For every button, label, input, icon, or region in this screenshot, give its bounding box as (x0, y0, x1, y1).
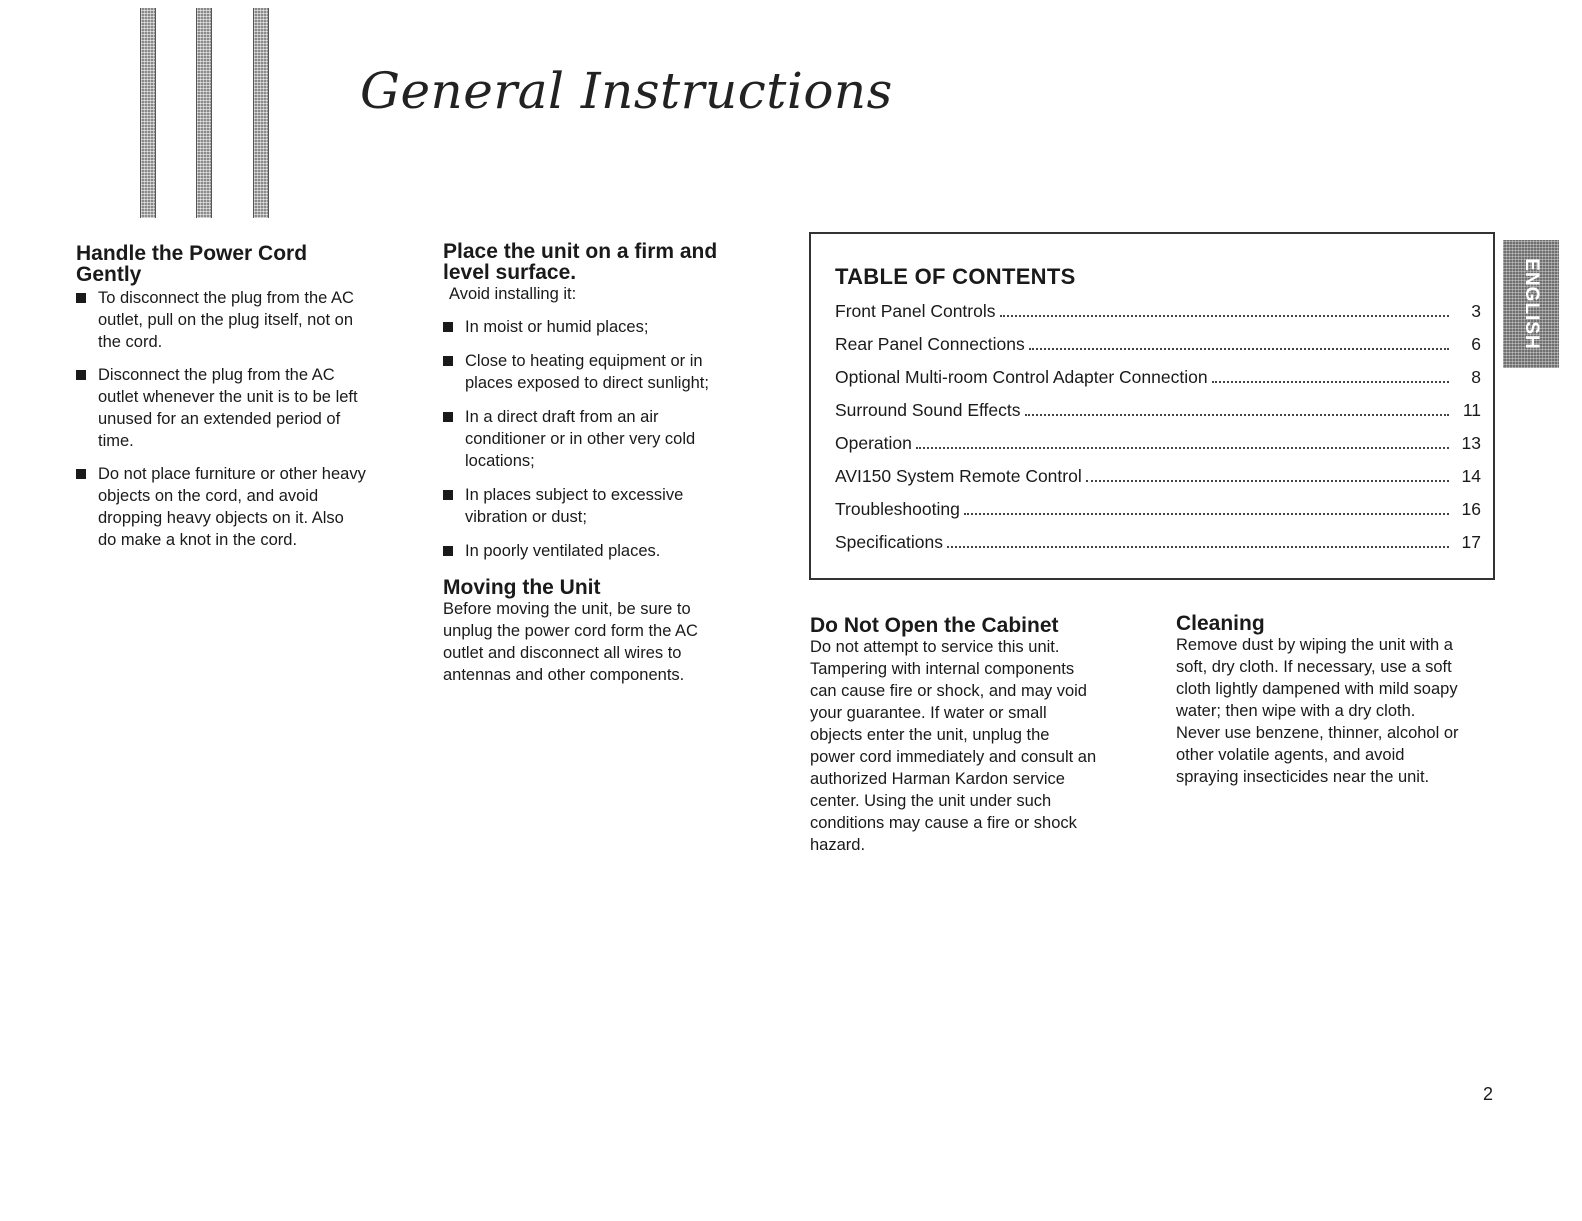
list-item: In places subject to excessive vibration or dust; (443, 484, 783, 528)
placement-section (443, 241, 783, 686)
cabinet-text: Do not attempt to service this unit. Tampering with internal components can cause fire or shock, and may void your guarantee. If water or small objects enter the unit, unplug the power cord immediately and consult an authorized Harman Kardon service center. Using the unit under such conditions may cause a fire or shock hazard. (810, 638, 1097, 854)
power-cord-heading-line1: Handle the Power Cord (76, 242, 308, 265)
table-of-contents (809, 232, 1495, 580)
bullet-square-icon (443, 412, 453, 422)
toc-entry-troubleshooting[interactable]: Troubleshooting 16 (835, 499, 1481, 519)
toc-entry-remote-control[interactable]: AVI150 System Remote Control 14 (835, 466, 1481, 486)
toc-entry-front-panel-controls[interactable]: Front Panel Controls 3 (835, 301, 1481, 321)
cleaning-text: Remove dust by wiping the unit with a soft, dry cloth. If necessary, use a soft cloth lightly dampened with mild soapy water; then wipe with a dry cloth. Never use benzene, thinner, alcohol or other volatile agents, and avoid spraying insecticides near the unit. (1176, 636, 1459, 786)
list-item: To disconnect the plug from the AC outlet, pull on the plug itself, not on the cord. (76, 287, 406, 353)
toc-entry-specifications[interactable]: Specifications 17 (835, 532, 1481, 552)
language-tab-label: ENGLISH (1521, 258, 1542, 350)
list-item: Close to heating equipment or in places exposed to direct sunlight; (443, 350, 783, 394)
bullet-square-icon (76, 293, 86, 303)
cabinet-section (810, 615, 1150, 856)
list-item: In poorly ventilated places. (443, 540, 783, 562)
power-cord-heading-line2: Gently (76, 263, 142, 286)
placement-heading-line1: Place the unit on a firm and (443, 240, 718, 263)
language-tab (1503, 240, 1559, 368)
list-item: Disconnect the plug from the AC outlet whenever the unit is to be left unused for an extended period of time. (76, 364, 406, 452)
power-cord-section (76, 243, 406, 551)
page-title: General Instructions (360, 62, 893, 120)
leader-dots (1212, 381, 1449, 383)
page-number: 2 (1483, 1084, 1494, 1104)
placement-heading-line2: level surface. (443, 261, 577, 284)
list-item: In moist or humid places; (443, 316, 783, 338)
leader-dots (947, 546, 1449, 548)
toc-entry-multi-room-adapter[interactable]: Optional Multi-room Control Adapter Connection 8 (835, 367, 1481, 387)
decorative-bar-2 (196, 8, 212, 218)
leader-dots (1000, 315, 1450, 317)
placement-list (443, 316, 783, 562)
bullet-square-icon (76, 469, 86, 479)
cleaning-section (1176, 613, 1516, 788)
placement-intro: Avoid installing it: (449, 285, 577, 303)
decorative-bar-3 (253, 8, 269, 218)
list-item: Do not place furniture or other heavy objects on the cord, and avoid dropping heavy objects on it. Also do make a knot in the cord. (76, 463, 406, 551)
decorative-bar-1 (140, 8, 156, 218)
bullet-square-icon (443, 322, 453, 332)
leader-dots (1086, 480, 1449, 482)
bullet-square-icon (76, 370, 86, 380)
toc-entry-rear-panel-connections[interactable]: Rear Panel Connections 6 (835, 334, 1481, 354)
moving-heading: Moving the Unit (443, 576, 601, 599)
toc-entry-operation[interactable]: Operation 13 (835, 433, 1481, 453)
cabinet-heading: Do Not Open the Cabinet (810, 614, 1059, 637)
toc-title: TABLE OF CONTENTS (835, 264, 1076, 289)
moving-text: Before moving the unit, be sure to unplug the power cord form the AC outlet and disconnect all wires to antennas and other components. (443, 600, 698, 684)
bullet-square-icon (443, 356, 453, 366)
list-item: In a direct draft from an air conditioner or in other very cold locations; (443, 406, 783, 472)
leader-dots (1029, 348, 1449, 350)
power-cord-heading (76, 243, 406, 285)
leader-dots (916, 447, 1449, 449)
bullet-square-icon (443, 490, 453, 500)
leader-dots (964, 513, 1449, 515)
power-cord-list (76, 287, 406, 551)
cleaning-heading: Cleaning (1176, 612, 1265, 635)
leader-dots (1025, 414, 1450, 416)
placement-heading (443, 241, 783, 283)
toc-entry-surround-sound-effects[interactable]: Surround Sound Effects 11 (835, 400, 1481, 420)
bullet-square-icon (443, 546, 453, 556)
